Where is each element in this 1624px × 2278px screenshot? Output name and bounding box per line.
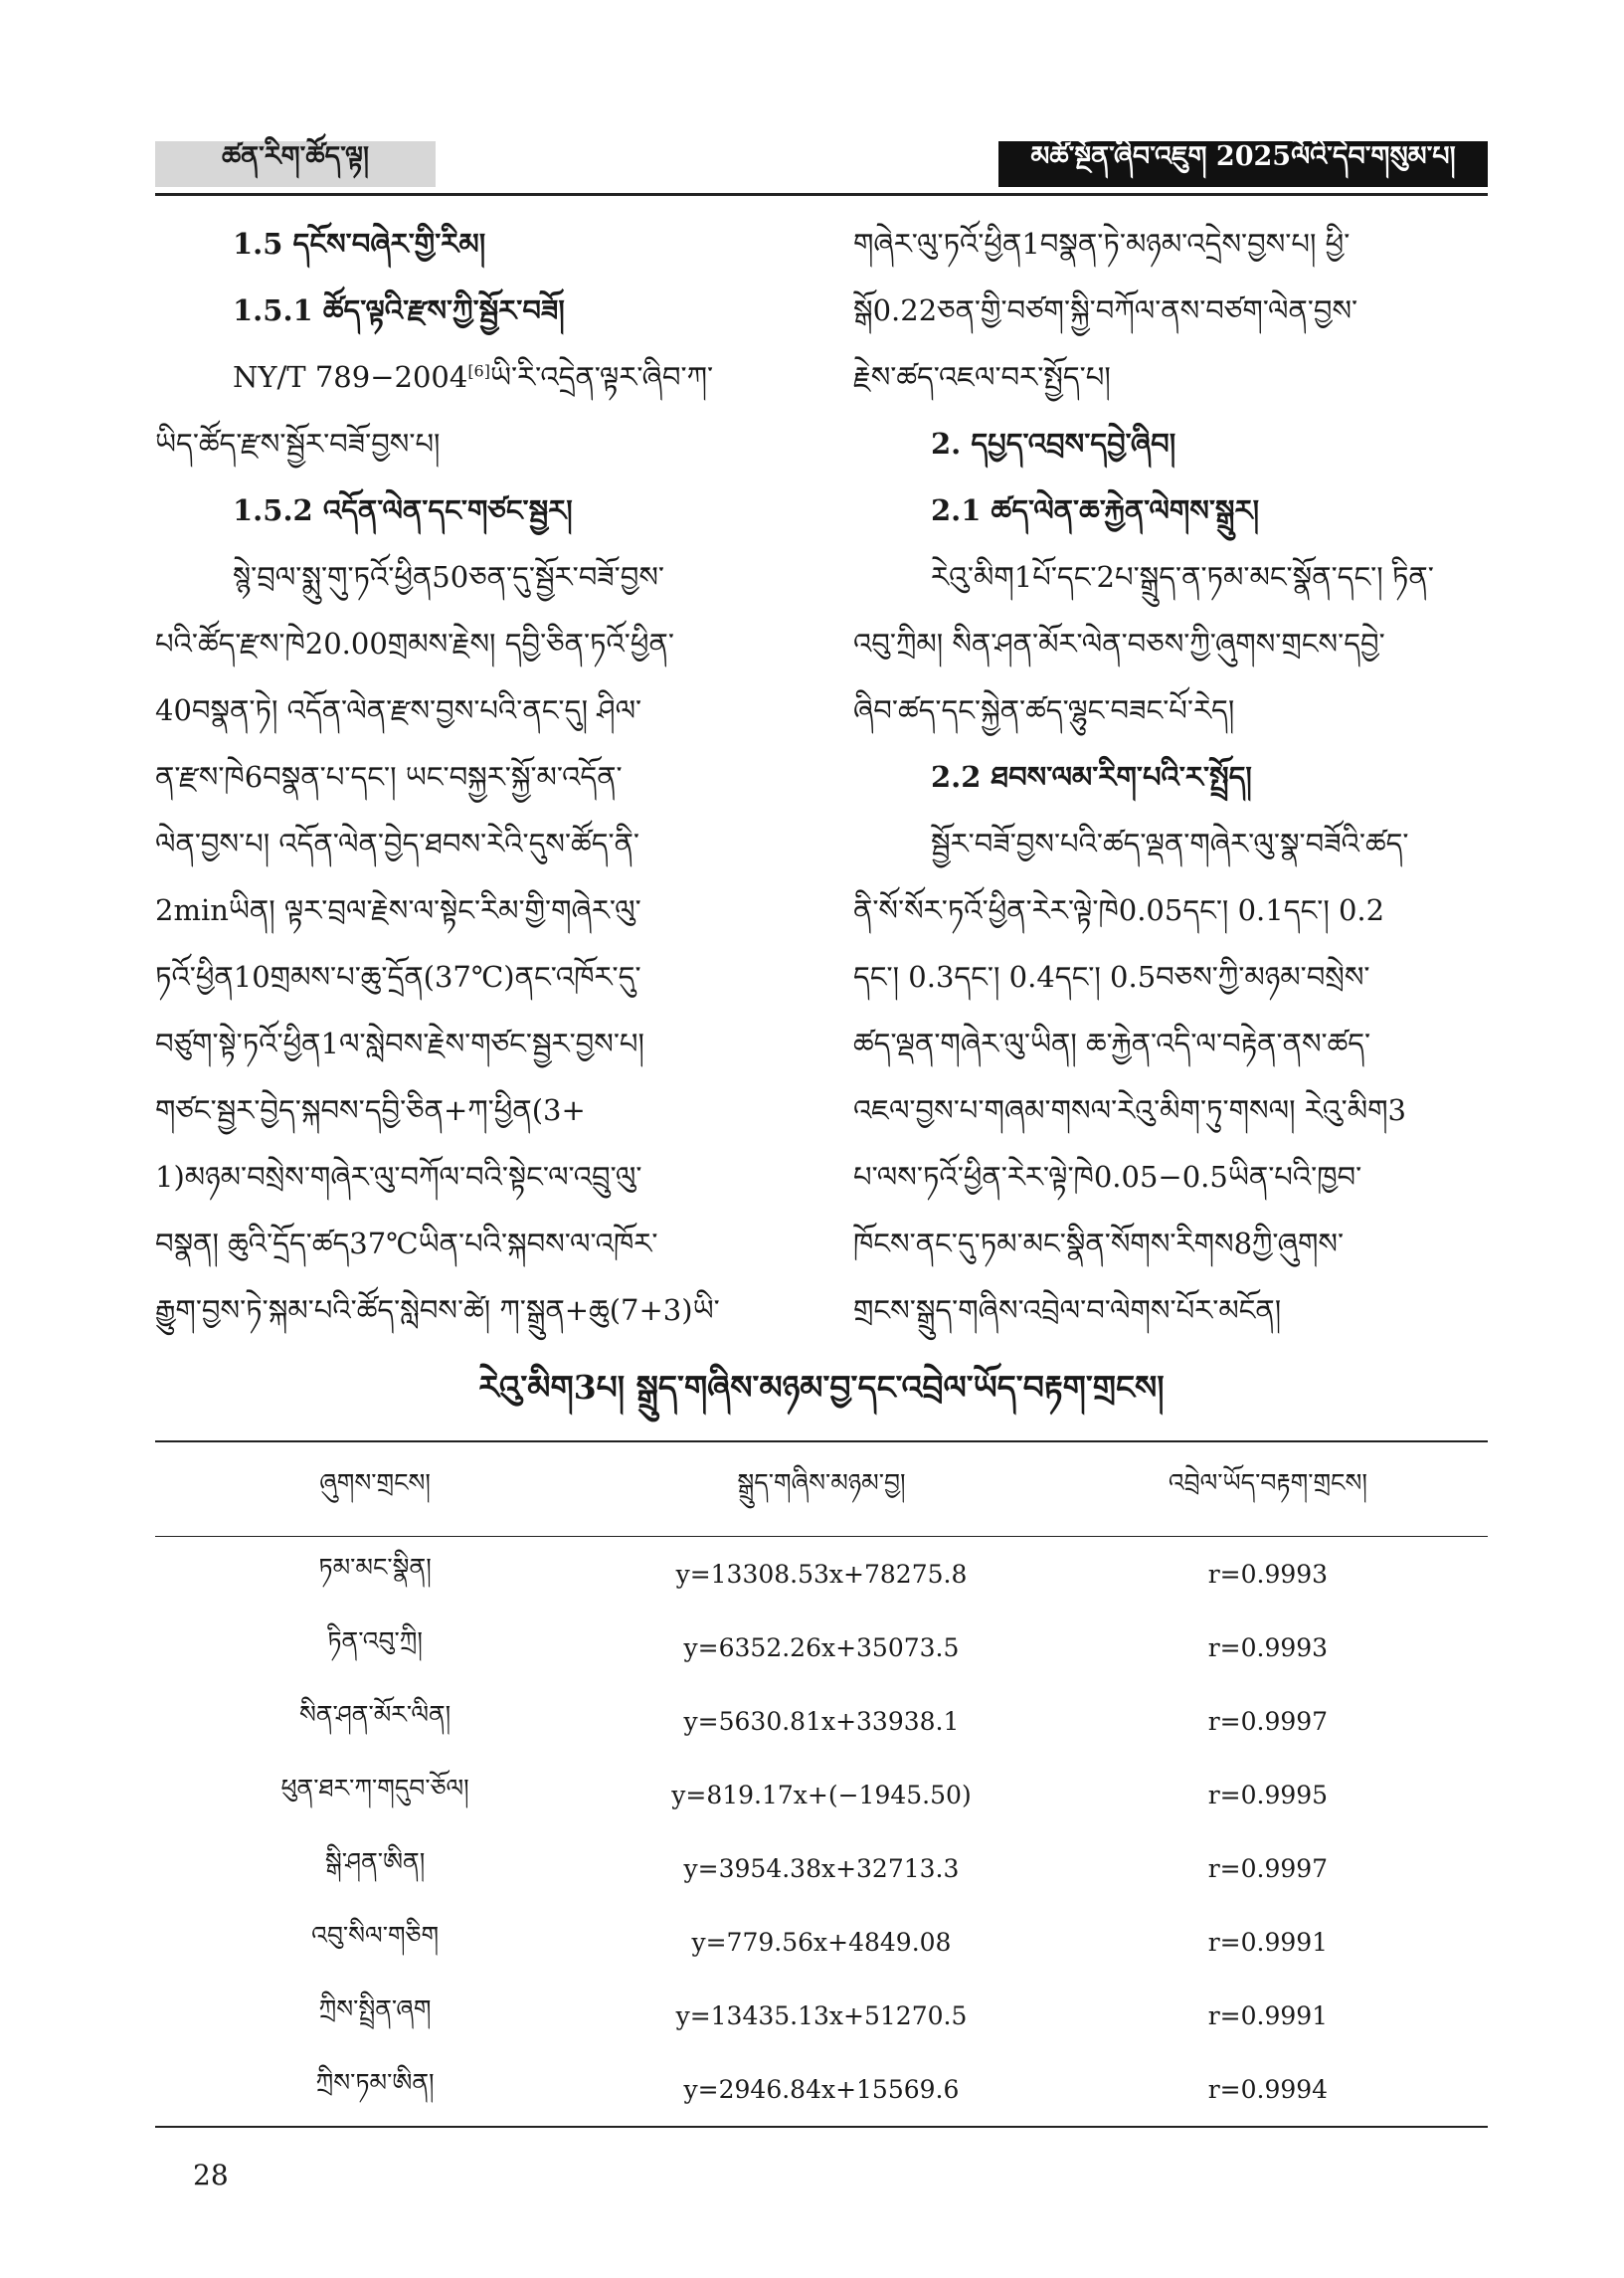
table-row — [155, 1979, 1488, 2052]
right-column-line: ཚད་ལྡན་གཞེར་ལུ་ཡིན། ཆ་རྐྱེན་འདི་ལ་བརྟེན་ནས་ཚད་ — [853, 1027, 1371, 1060]
table-row — [155, 1684, 1488, 1758]
header-equation: སྒྲུད་གཞིས་མཉམ་བྱ། — [595, 1441, 1048, 1537]
left-column-line: ལེན་བྱས་པ། འདོན་ལེན་བྱེད་ཐབས་རེའི་དུས་ཚོད་ནི་ — [155, 827, 640, 860]
correlation-coefficient: r=0.9993 — [1207, 1632, 1329, 1662]
left-column-line: གཙང་སྦྱར་བྱེད་སྐབས་དབྱི་ཅིན+ཀ་ཕྱིན(3+ — [155, 1093, 586, 1127]
right-column-line: གཞེར་ལུ་ཏའོ་ཕྱིན1བསྣན་ཏེ་མཉམ་འདྲེས་བྱས་པ། ཕྱི་ — [853, 227, 1351, 261]
component-name: སིན་ཤན་མོར་ལིན། — [298, 1699, 451, 1729]
header-component: ཞུགས་གྲངས། — [155, 1441, 595, 1537]
header-correlation: འབྲེལ་ཡོད་བརྟག་གྲངས། — [1048, 1441, 1488, 1537]
page-number: 28 — [193, 2159, 229, 2191]
left-column-line: བསྣན། ཆུའི་དྲོད་ཚད37℃ཡིན་པའི་སྐབས་ལ་འཁོར་ — [155, 1227, 658, 1260]
right-column-line: གྲངས་སྒྲུད་གཞིས་འབྲེལ་བ་ལེགས་པོར་མངོན། — [853, 1293, 1282, 1327]
correlation-coefficient: r=0.9995 — [1207, 1780, 1329, 1809]
table-row — [155, 1611, 1488, 1684]
right-column-line: དང་། 0.3དང་། 0.4དང་། 0.5བཅས་ཀྱི་མཉམ་བསྲེས་ — [853, 960, 1370, 994]
left-column-line: སྙེ་བྲལ་སྨུ་གུ་ཏའོ་ཕྱིན50ཅན་དུ་སྦྱོར་བཟོ་བྱས་ — [233, 560, 664, 594]
citation-marker: [6] — [467, 361, 490, 381]
regression-equation: y=6352.26x+35073.5 — [683, 1632, 960, 1662]
right-column-line: འཇལ་བྱས་པ་གཞམ་གསལ་རེའུ་མིག་ཏུ་གསལ། རེའུ་མིག3 — [853, 1093, 1406, 1127]
table-row — [155, 1831, 1488, 1905]
correlation-coefficient: r=0.9991 — [1207, 2000, 1329, 2030]
correlation-coefficient: r=0.9997 — [1207, 1706, 1329, 1736]
correlation-coefficient: r=0.9991 — [1207, 1927, 1329, 1957]
right-column-line: རྗེས་ཚད་འཇལ་བར་སྤྱོད་པ། — [853, 360, 1111, 394]
correlation-coefficient: r=0.9994 — [1048, 2052, 1488, 2127]
right-column-line: སྦྱོར་བཟོ་བྱས་པའི་ཚད་ལྡན་གཞེར་ལུ་སྣ་བཟོའི་ཚད་ — [931, 827, 1409, 860]
component-name: ཕུན་ཐར་ཀ་གདུབ་ཅོལ། — [280, 1773, 469, 1803]
left-column-line: རྒྱུག་བྱས་ཏེ་སྐམ་པའི་ཚོད་སླེབས་ཚེ། ཀ་སྒྲུན+ཆུ(7+3)ཡི་ — [155, 1293, 720, 1327]
header-rule — [155, 193, 1488, 196]
right-column-line: རེའུ་མིག1པོ་དང་2པ་སྒྲུད་ན་ཏམ་མང་སྣོན་དང་། ཏིན་ — [931, 560, 1434, 594]
left-column-line: 2minཡིན། ལྟར་བྲལ་རྗེས་ལ་སྟེང་རིམ་གྱི་གཞེར་ལུ་ — [155, 893, 641, 927]
right-column — [853, 211, 1484, 1344]
left-column-line: ཡིད་ཚོད་རྫས་སྦྱོར་བཟོ་བྱས་པ། — [155, 427, 441, 461]
left-column-line: 1.5 དངོས་བཞེར་གྱི་རིམ། — [233, 227, 486, 261]
left-column-line: 1)མཉམ་བསྲེས་གཞེར་ལུ་བཀོལ་བའི་སྟེང་ལ་འབྲུ་ལུ་ — [155, 1160, 642, 1194]
component-name: ཏིན་འབུ་ཀྲི། — [327, 1625, 423, 1655]
component-name: ཀྲིས་སྤྲིན་ཞག — [318, 1993, 432, 2023]
regression-equation: y=5630.81x+33938.1 — [683, 1706, 960, 1736]
table-row — [155, 1537, 1488, 1612]
table-row — [155, 1905, 1488, 1979]
regression-equation: y=13308.53x+78275.8 — [675, 1559, 968, 1589]
journal-section-label: ཚན་རིག་ཚོད་ལྟ། — [155, 141, 436, 187]
table-header-row — [155, 1441, 1488, 1537]
table-row — [155, 2052, 1488, 2127]
component-name: ཏམ་མང་སྣིན། — [318, 1552, 432, 1582]
table-title: རེའུ་མིག3པ། སྒྲུད་གཞིས་མཉམ་བྱ་དང་འབྲེལ་ཡོད་བརྟག་གྲངས། — [478, 1368, 1165, 1407]
left-column-line: ན་རྫས་ཁེ6བསྣན་པ་དང་། ཡང་བསྐྱར་སྐྱོ་མ་འདོན་ — [155, 760, 623, 794]
left-column-line: ཏའོ་ཕྱིན10གྲམས་པ་ཆུ་དྲོན(37℃)ནང་འཁོར་དུ་ — [155, 960, 641, 994]
regression-equation: y=3954.38x+32713.3 — [683, 1853, 960, 1883]
regression-equation: y=779.56x+4849.08 — [691, 1927, 952, 1957]
left-column-line: བཙུག་སྟེ་ཏའོ་ཕྱིན1ལ་སླེབས་རྗེས་གཙང་སྦྱར་བྱས་པ། — [155, 1027, 644, 1060]
right-column-line: 2.2 ཐབས་ལམ་རིག་པའི་ར་སྤྲོད། — [931, 760, 1252, 794]
regression-equation: y=2946.84x+15569.6 — [595, 2052, 1048, 2127]
correlation-coefficient: r=0.9993 — [1207, 1559, 1329, 1589]
left-column-line: NY/T 789−2004[6]ཡི་རི་འདྲེན་ལྟར་ཞིབ་ཀ་ — [233, 360, 714, 394]
component-name: ཀྲིས་ཏམ་ཨིན། — [155, 2052, 595, 2127]
right-column-line: ཞིབ་ཚད་དང་སྐྱེན་ཚད་ལྷུང་བཟང་པོ་རེད། — [853, 693, 1235, 727]
left-column-line: 1.5.2 འདོན་ལེན་དང་གཙང་སྦྱར། — [233, 493, 573, 527]
left-column — [155, 211, 786, 1344]
regression-table — [155, 1440, 1488, 2128]
journal-issue-label: མཚོ་སྔོན་ཞིབ་འཇུག 2025ལོའི་དེབ་གསུམ་པ། — [998, 141, 1488, 187]
left-column-line: 40བསྣན་ཏེ། འདོན་ལེན་རྫས་བྱས་པའི་ནང་དུ། ཤིལ་ — [155, 693, 642, 727]
regression-equation: y=13435.13x+51270.5 — [675, 2000, 968, 2030]
table-row — [155, 1758, 1488, 1831]
regression-equation: y=819.17x+(−1945.50) — [671, 1780, 972, 1809]
left-column-line: 1.5.1 ཚོད་ལྟའི་རྫས་ཀྱི་སྦྱོར་བཟོ། — [233, 293, 565, 327]
right-column-line: ནི་སོ་སོར་ཏའོ་ཕྱིན་རེར་ལྟེ་ཁེ0.05དང་། 0.1དང་། 0.2 — [853, 893, 1385, 927]
right-column-line: ཁོངས་ནང་དུ་ཏམ་མང་སྣིན་སོགས་རིགས8ཀྱི་ཞུགས་ — [853, 1227, 1345, 1260]
right-column-line: འབུ་ཀྲིམ། སིན་ཤན་མོར་ལེན་བཅས་ཀྱི་ཞུགས་གྲངས་དབྱེ་ — [853, 627, 1385, 661]
right-column-line: 2.1 ཚད་ལེན་ཆ་རྐྱེན་ལེགས་སྒྲུར། — [931, 493, 1260, 527]
right-column-line: 2. དཔྱད་འབྲས་དབྱེ་ཞིབ། — [931, 427, 1176, 461]
right-column-line: སྒོ0.22ཅན་གྱི་བཙག་སྐྱི་བཀོལ་ནས་བཙག་ལེན་བྱས་ — [853, 293, 1358, 327]
component-name: འབུ་སིལ་གཅིག — [311, 1920, 440, 1950]
left-column-line: པའི་ཚོད་རྫས་ཁེ20.00གྲམས་རྗེས། དབྱི་ཅིན་ཏའོ་ཕྱིན་ — [155, 627, 674, 661]
right-column-line: པ་ལས་ཏའོ་ཕྱིན་རེར་ལྟེ་ཁེ0.05−0.5ཡིན་པའི་ཁྱབ་ — [853, 1160, 1362, 1194]
component-name: སྒི་ཤན་ཨིན། — [324, 1846, 426, 1876]
correlation-coefficient: r=0.9997 — [1207, 1853, 1329, 1883]
